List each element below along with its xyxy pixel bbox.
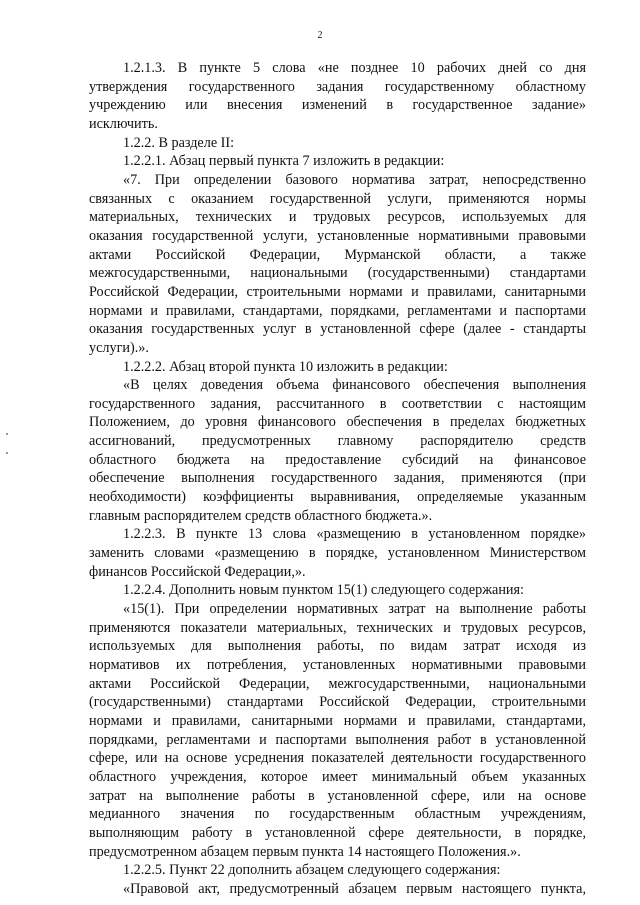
text-line: Положением, до уровня финансового обеспечения в пределах бюджетных <box>89 414 586 431</box>
text-line: обеспечение выполнения государственного задания, применяются (при <box>89 470 586 487</box>
text-line: «В целях доведения объема финансового обеспечения выполнения <box>123 377 586 394</box>
text-line: «7. При определении базового норматива затрат, непосредственно <box>123 171 586 188</box>
text-line: государственного задания, рассчитанного в соответствии с настоящим <box>89 395 586 412</box>
text-line: Российской Федерации, строительными нормами и правилами, санитарными <box>89 283 586 300</box>
text-line: применяются показатели материальных, технических и трудовых ресурсов, <box>89 619 586 636</box>
page-number: 2 <box>317 30 323 41</box>
text-line: затрат на выполнение работы в установленной сфере, или на основе <box>89 787 586 804</box>
text-line: главным распорядителем средств областного бюджета.». <box>89 507 433 524</box>
text-line: межгосударственными, национальными (государственными) стандартами <box>89 265 586 282</box>
text-line: нормами и правилами, стандартами, порядками, регламентами и паспортами <box>89 302 586 319</box>
text-line: 1.2.2. В разделе II: <box>123 134 235 151</box>
text-line: предусмотренном абзацем первым пункта 14 настоящего Положения.». <box>89 843 521 860</box>
document-body <box>89 59 586 899</box>
text-line: 1.2.1.3. В пункте 5 слова «не позднее 10 рабочих дней со дня <box>123 60 586 76</box>
scan-mark <box>6 433 8 435</box>
text-line: медианного значения по государственным областным учреждениям, <box>89 806 586 823</box>
text-line: 1.2.2.1. Абзац первый пункта 7 изложить в редакции: <box>123 153 445 170</box>
text-line: (государственными) стандартами Российской Федерации, строительными <box>89 694 586 711</box>
text-line: сфере, или на основе усреднения показателей деятельности государственного <box>89 750 586 767</box>
text-line: актами Российской Федерации, Мурманской области, а также <box>89 246 586 263</box>
text-line: 1.2.2.3. В пункте 13 слова «размещению в установленном порядке» <box>123 526 586 543</box>
text-line: «Правовой акт, предусмотренный абзацем первым настоящего пункта, <box>123 880 586 897</box>
text-line: утверждения государственного задания государственному областному <box>89 78 586 95</box>
text-line: исключить. <box>89 115 158 132</box>
text-line: заменить словами «размещению в порядке, установленном Министерством <box>89 545 586 562</box>
text-line: порядками, регламентами и паспортами выполнения работ в установленной <box>89 731 586 748</box>
text-line: выполняющим работу в установленной сфере деятельности, в порядке, <box>89 824 586 841</box>
text-line: связанных с оказанием государственной услуги, применяются нормы <box>89 190 586 207</box>
text-line: материальных, технических и трудовых ресурсов, используемых для <box>89 209 586 226</box>
text-line: учреждению или внесения изменений в государственное задание» <box>89 97 586 114</box>
text-line: областного бюджета на предоставление субсидий на финансовое <box>89 451 586 468</box>
text-line: услуги).». <box>89 339 149 356</box>
scan-mark <box>6 452 8 454</box>
text-line: областного учреждения, которое имеет минимальный объем указанных <box>89 768 586 785</box>
text-line: 1.2.2.5. Пункт 22 дополнить абзацем следующего содержания: <box>123 862 501 879</box>
text-line: актами Российской Федерации, межгосударственными, национальными <box>89 675 586 692</box>
text-line: 1.2.2.4. Дополнить новым пунктом 15(1) следующего содержания: <box>123 582 524 599</box>
text-line: нормами и правилами, санитарными нормами и правилами, стандартами, <box>89 712 586 729</box>
text-line: оказания государственных услуг в установленной сфере (далее - стандарты <box>89 321 586 338</box>
text-line: используемых для выполнения работы, по видам затрат исходя из <box>89 638 586 655</box>
text-line: ассигнований, предусмотренных главному распорядителю средств <box>89 433 586 450</box>
text-line: нормативов их потребления, установленных нормативными правовыми <box>89 657 586 673</box>
text-line: финансов Российской Федерации,». <box>89 563 306 580</box>
text-line: оказания государственной услуги, установленные нормативными правовыми <box>89 227 586 244</box>
text-line: 1.2.2.2. Абзац второй пункта 10 изложить в редакции: <box>123 358 448 375</box>
text-line: необходимости) коэффициенты выравнивания, определяемые указанным <box>89 489 586 506</box>
text-line: «15(1). При определении нормативных затрат на выполнение работы <box>123 601 586 618</box>
